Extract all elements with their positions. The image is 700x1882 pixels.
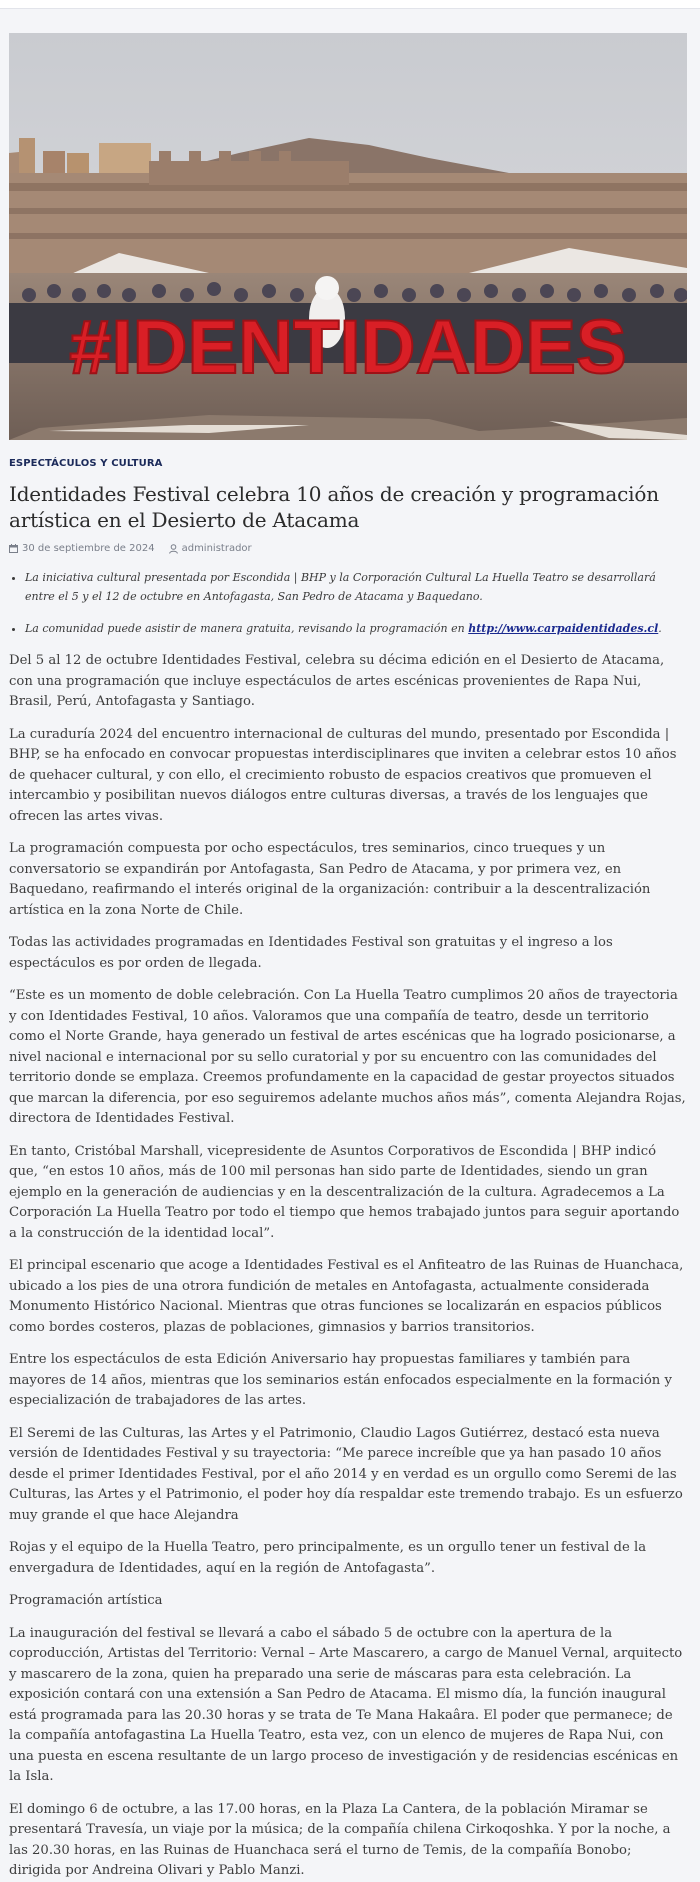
- highlight-item: [25, 619, 687, 638]
- article-body: [9, 651, 687, 1882]
- festival-link[interactable]: http://www.carpaidentidades.cl: [468, 622, 659, 635]
- paragraph: “Este es un momento de doble celebración. Con La Huella Teatro cumplimos 20 años de trayectoria y con Identidades Festival, 10 años. Valoramos que una compañía de teatro, desde un territorio como el Norte Grande, haya generado un festival de artes escénicas que ha logrado posicionarse, a nivel nacional e internacional por su sello curatorial y por su encuentro con las comunidades del territorio donde se emplaza. Creemos profundamente en la capacidad de gestar proyectos situados que marcan la diferencia, por eso seguiremos adelante muchos años más”, comenta Alejandra Rojas, directora de Identidades Festival.: [9, 988, 686, 1126]
- hero-image: [9, 33, 687, 440]
- paragraph: La inauguración del festival se llevará a cabo el sábado 5 de octubre con la apertura de la coproducción, Artistas del Territorio: Vernal – Arte Mascarero, a cargo de Manuel Vernal, arquitecto y mascarero de la zona, quien ha preparado una serie de máscaras para esta celebración. La exposición contará con una extensión a San Pedro de Atacama. El mismo día, la función inaugural está programada para las 20.30 horas y se trata de Te Mana Hakaâra. El poder que permanece; de la compañía antofagastina La Huella Teatro, esta vez, con un elenco de mujeres de Rapa Nui, con una puesta en escena resultante de un largo proceso de investigación y de residencias escénicas en la Isla.: [9, 1625, 683, 1784]
- paragraph: Del 5 al 12 de octubre Identidades Festival, celebra su décima edición en el Desierto de Atacama, con una programación que incluye espectáculos de artes escénicas provenientes de Rapa Nui, Brasil, Perú, Antofagasta y Santiago.: [9, 653, 665, 709]
- top-bar: [0, 0, 700, 9]
- highlight-text-end: .: [658, 622, 662, 635]
- article-title: Identidades Festival celebra 10 años de creación y programación artística en el Desierto de Atacama: [9, 482, 659, 532]
- paragraph: El domingo 6 de octubre, a las 17.00 horas, en la Plaza La Cantera, de la población Miramar se presentará Travesía, un viaje por la música; de la compañía chilena Cirkoqoshka. Y por la noche, a las 20.30 horas, en las Ruinas de Huanchaca será el turno de Temis, de la compañía Bonobo; dirigida por Andreina Olivari y Pablo Manzi.: [9, 1801, 671, 1878]
- paragraph: La programación compuesta por ocho espectáculos, tres seminarios, cinco trueques y un conversatorio se expandirán por Antofagasta, San Pedro de Atacama, y por primera vez, en Baquedano, reafirmando el interés original de la organización: contribuir a la descentralización artística en la zona Norte de Chile.: [9, 841, 651, 918]
- article-author[interactable]: administrador: [181, 543, 252, 554]
- paragraph: Rojas y el equipo de la Huella Teatro, pero principalmente, es un orgullo tener un festival de la envergadura de Identidades, aquí en la región de Antofagasta”.: [9, 1540, 647, 1576]
- calendar-icon: [9, 544, 18, 553]
- highlight-text: La comunidad puede asistir de manera gratuita, revisando la programación en: [25, 622, 469, 635]
- highlights-list: [9, 568, 687, 638]
- paragraph: El Seremi de las Culturas, las Artes y el Patrimonio, Claudio Lagos Gutiérrez, destacó esta nueva versión de Identidades Festival y su trayectoria: “Me parece increíble que ya han pasado 10 años desde el primer Identidades Festival, por el año 2014 y en verdad es un orgullo como Seremi de las Culturas, las Artes y el Patrimonio, el poder hoy día respaldar este tremendo trabajo. Es un esfuerzo muy grande el que hace Alejandra: [9, 1425, 683, 1523]
- article: [0, 9, 696, 1882]
- article-meta: [9, 543, 687, 554]
- highlight-item: • La iniciativa cultural presentada por Escondida | BHP y la Corporación Cultural La Huella Teatro se desarrollará entre el 5 y el 12 de octubre en Antofagasta, San Pedro de Atacama y Baquedano.: [25, 568, 687, 606]
- section-subheading: Programación artística: [9, 1593, 163, 1608]
- user-icon: [169, 544, 178, 554]
- paragraph: La curaduría 2024 del encuentro internacional de culturas del mundo, presentado por Escondida | BHP, se ha enfocado en convocar propuestas interdisciplinares que inviten a celebrar estos 10 años de quehacer cultural, y con ello, el crecimiento robusto de espacios creativos que promueven el intercambio y posibilitan nuevos diálogos entre culturas diversas, a través de los lenguajes que ofrecen las artes vivas.: [9, 726, 677, 824]
- paragraph: Entre los espectáculos de esta Edición Aniversario hay propuestas familiares y también para mayores de 14 años, mientras que los seminarios están enfocados especialmente en la formación y especialización de trabajadores de las artes.: [9, 1352, 672, 1408]
- paragraph: En tanto, Cristóbal Marshall, vicepresidente de Asuntos Corporativos de Escondida | BHP indicó que, “en estos 10 años, más de 100 mil personas han sido parte de Identidades, siendo un gran ejemplo en la generación de audiencias y en la descentralización de la cultura. Agradecemos a La Corporación La Huella Teatro por todo el tiempo que hemos trabajado juntos para seguir aportando a la construcción de la identidad local”.: [9, 1143, 680, 1241]
- paragraph: El principal escenario que acoge a Identidades Festival es el Anfiteatro de las Ruinas de Huanchaca, ubicado a los pies de una otrora fundición de metales en Antofagasta, actualmente considerada Monumento Histórico Nacional. Mientras que otras funciones se localizarán en espacios públicos como bordes costeros, plazas de poblaciones, gimnasios y barrios transitorios.: [9, 1258, 684, 1335]
- article-date: 30 de septiembre de 2024: [22, 543, 155, 554]
- paragraph: Todas las actividades programadas en Identidades Festival son gratuitas y el ingreso a los espectáculos es por orden de llegada.: [9, 935, 613, 971]
- hero-sign-text: #IDENTIDADES: [69, 305, 627, 390]
- category-label[interactable]: ESPECTÁCULOS Y CULTURA: [9, 458, 163, 469]
